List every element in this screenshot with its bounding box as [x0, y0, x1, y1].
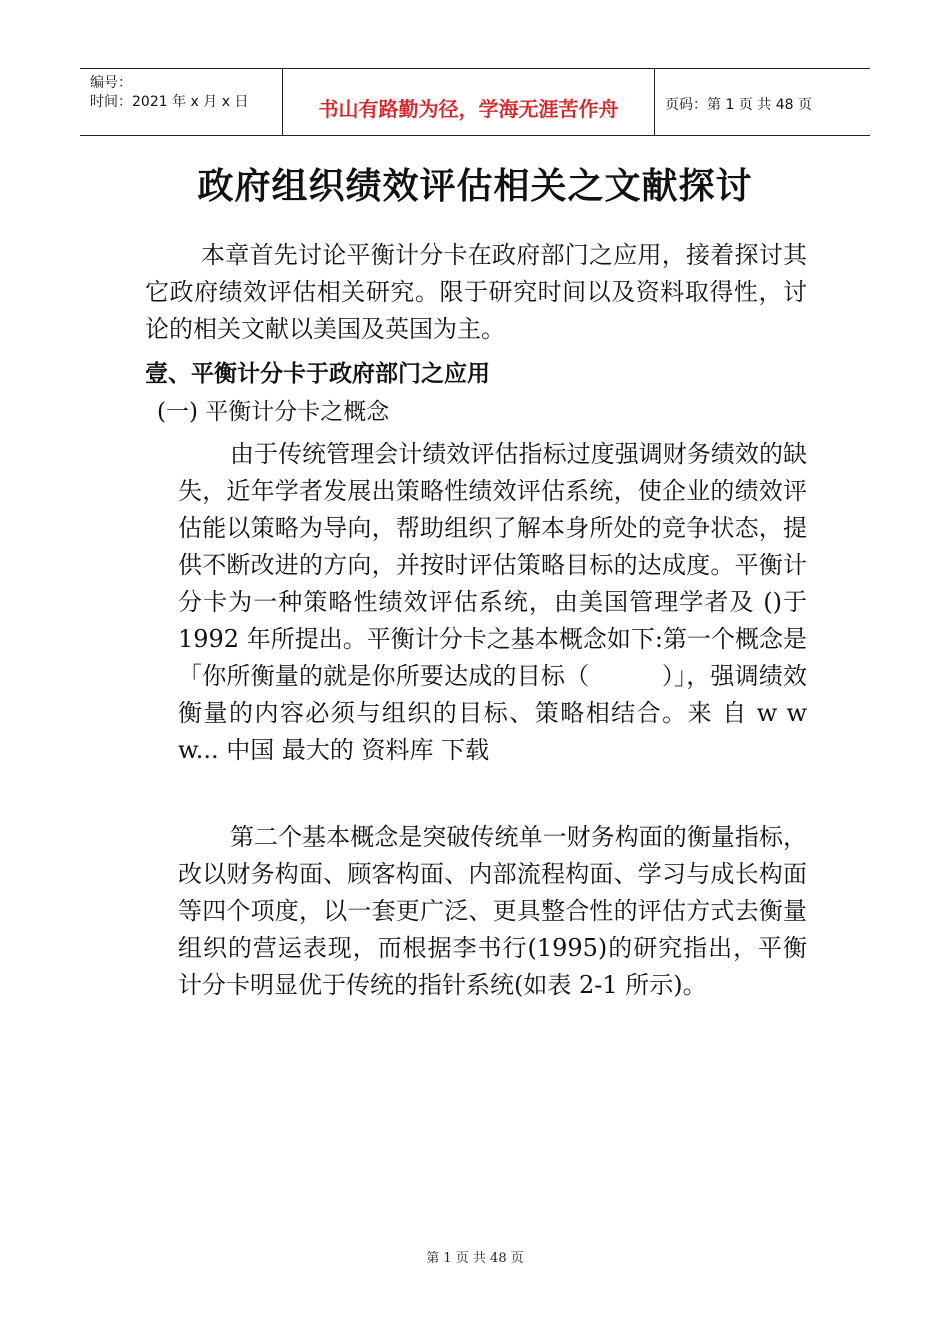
header-page-cell [655, 69, 870, 135]
header-motto-cell [282, 69, 655, 135]
document-header [80, 68, 870, 136]
header-page-info: 页码：第 1 页 共 48 页 [665, 97, 812, 113]
date-label: 时间：2021 年 x 月 x 日 [90, 94, 249, 110]
page-footer: 第 1 页 共 48 页 [426, 1251, 524, 1266]
document-title: 政府组织绩效评估相关之文献探讨 [197, 166, 753, 207]
section-heading: 壹、平衡计分卡于政府部门之应用 [145, 361, 490, 387]
header-meta-cell [80, 69, 282, 135]
body-paragraph-2: 第二个基本概念是突破传统单一财务构面的衡量指标，改以财务构面、顾客构面、内部流程构面、学习与成长构面等四个项度，以一套更广泛、更具整合性的评估方式去衡量组织的营运表现，而根据李书行(1995)的研究指出，平衡计分卡明显优于传统的指针系统(如表 2-1 所示)。 [178, 823, 807, 999]
subsection-heading: (一) 平衡计分卡之概念 [157, 399, 390, 425]
body-paragraph-1: 由于传统管理会计绩效评估指标过度强调财务绩效的缺失，近年学者发展出策略性绩效评估系统，使企业的绩效评估能以策略为导向，帮助组织了解本身所处的竞争状态，提供不断改进的方向，并按时评估策略目标的达成度。平衡计分卡为一种策略性绩效评估系统，由美国管理学者及 ()于 1992 年所提出。平衡计分卡之基本概念如下:第一个概念是「你所衡量的就是你所要达成的目标（ ）」，强调绩效衡量的内容必须与组织的目标、策略相结合。来 自 w w w... 中国 最大的 资料库 下载 [178, 440, 807, 764]
motto-text: 书山有路勤为径，学海无涯苦作舟 [318, 97, 619, 121]
intro-paragraph: 本章首先讨论平衡计分卡在政府部门之应用，接着探讨其它政府绩效评估相关研究。限于研究时间以及资料取得性，讨论的相关文献以美国及英国为主。 [145, 241, 807, 343]
serial-number-label: 编号： [90, 75, 132, 91]
